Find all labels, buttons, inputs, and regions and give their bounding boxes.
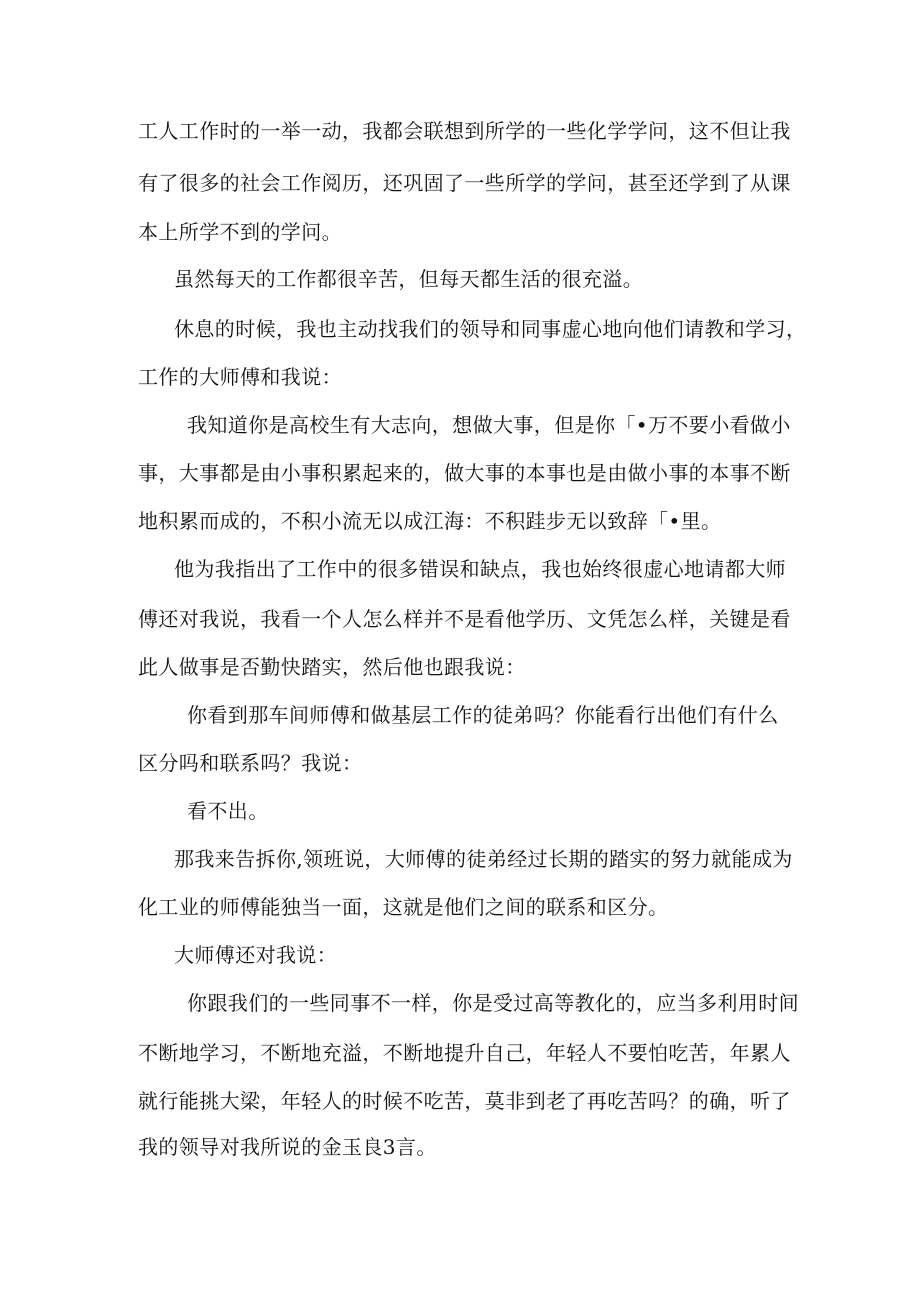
text-line-7: 我知道你是高校生有大志向，想做大事，但是你「•万不要小看做小 <box>187 413 791 437</box>
text-line-22: 我的领导对我所说的金玉良3言。 <box>138 1135 437 1159</box>
text-line-13: 你看到那车间师傅和做基层工作的徒弟吗？你能看行出他们有什么 <box>187 703 779 727</box>
text-line-18: 大师傅还对我说： <box>174 943 338 967</box>
text-line-17: 化工业的师傅能独当一面，这就是他们之间的联系和区分。 <box>138 895 669 919</box>
text-line-1: 工人工作时的一举一动，我都会联想到所学的一些化学学问，这不但让我 <box>138 119 791 143</box>
text-line-16: 那我来告拆你,领班说，大师傅的徒弟经过长期的踏实的努力就能成为 <box>174 847 793 871</box>
text-line-21: 就行能挑大梁，年轻人的时候不吃苦，莫非到老了再吃苦吗？的确，听了 <box>138 1089 791 1113</box>
text-line-9: 地积累而成的，不积小流无以成江海：不积跬步无以致辞「•里。 <box>138 509 722 533</box>
text-line-14: 区分吗和联系吗？我说： <box>138 751 363 775</box>
text-line-4: 虽然每天的工作都很辛苦，但每天都生活的很充溢。 <box>174 267 644 291</box>
text-line-11: 傅还对我说，我看一个人怎么样并不是看他学历、文凭怎么样，关键是看 <box>138 607 791 631</box>
text-line-10: 他为我指出了工作中的很多错误和缺点，我也始终很虚心地请都大师 <box>174 557 786 581</box>
text-line-5: 休息的时候，我也主动找我们的领导和同事虚心地向他们请教和学习， <box>174 317 807 341</box>
text-line-6: 工作的大师傅和我说： <box>138 365 342 389</box>
text-line-8: 事，大事都是由小事积累起来的，做大事的本事也是由做小事的本事不断 <box>138 461 791 485</box>
text-line-3: 本上所学不到的学问。 <box>138 220 342 244</box>
text-line-20: 不断地学习，不断地充溢，不断地提升自己，年轻人不要怕吃苦，年累人 <box>138 1041 791 1065</box>
text-line-2: 有了很多的社会工作阅历，还巩固了一些所学的学问，甚至还学到了从课 <box>138 171 791 195</box>
text-line-19: 你跟我们的一些同事不一样，你是受过高等教化的，应当多利用时间 <box>187 991 799 1015</box>
text-line-12: 此人做事是否勤快踏实，然后他也跟我说： <box>138 655 526 679</box>
text-line-15: 看不出。 <box>187 799 269 823</box>
